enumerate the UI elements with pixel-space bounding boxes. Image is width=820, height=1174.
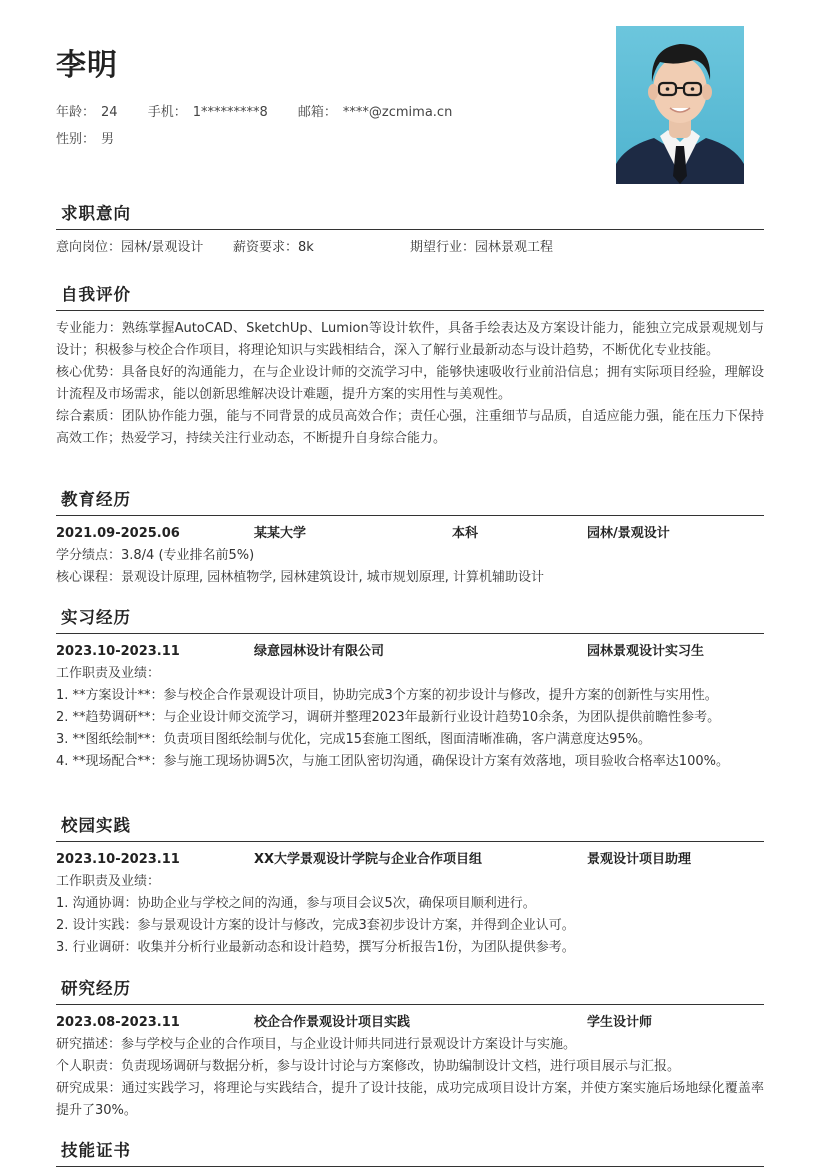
education-major: 园林/景观设计 bbox=[587, 526, 670, 541]
phone-item bbox=[148, 101, 268, 120]
education-header bbox=[56, 523, 764, 545]
age-label: 年龄： bbox=[56, 105, 96, 120]
section-campus bbox=[56, 812, 764, 959]
contact-row bbox=[56, 101, 478, 120]
gender-label: 性别： bbox=[56, 132, 96, 147]
section-title: 求职意向 bbox=[56, 200, 764, 230]
internship-line: 4. **现场配合**：参与施工现场协调5次，与施工团队密切沟通，确保设计方案有效落地，项目验收合格率达100%。 bbox=[56, 754, 729, 769]
phone-value: 1*********8 bbox=[192, 105, 268, 120]
internship-line: 工作职责及业绩： bbox=[56, 666, 161, 681]
gender-row bbox=[56, 128, 140, 147]
internship-company: 绿意园林设计有限公司 bbox=[254, 644, 385, 659]
section-internship bbox=[56, 604, 764, 773]
gender-item bbox=[56, 128, 114, 147]
internship-date: 2023.10-2023.11 bbox=[56, 644, 180, 659]
portrait-photo bbox=[616, 26, 744, 184]
internship-line: 1. **方案设计**：参与校企合作景观设计项目，协助完成3个方案的初步设计与修改，提升方案的创新性与实用性。 bbox=[56, 688, 718, 703]
research-date: 2023.08-2023.11 bbox=[56, 1015, 180, 1030]
research-header bbox=[56, 1012, 764, 1034]
phone-label: 手机： bbox=[147, 105, 187, 120]
self-eval-paragraph: 综合素质：团队协作能力强，能与不同背景的成员高效合作；责任心强，注重细节与品质，自适应能力强，能在压力下保持高效工作；热爱学习，持续关注行业动态，不断提升自身综合能力。 bbox=[56, 409, 764, 446]
internship-header bbox=[56, 641, 764, 663]
self-eval-paragraph: 核心优势：具备良好的沟通能力，在与企业设计师的交流学习中，能够快速吸收行业前沿信息；拥有实际项目经验，理解设计流程及市场需求，能以创新思维解决设计难题，提升方案的实用性与美观性。 bbox=[56, 365, 764, 402]
research-project: 校企合作景观设计项目实践 bbox=[254, 1015, 411, 1030]
section-education bbox=[56, 486, 764, 589]
campus-header bbox=[56, 849, 764, 871]
section-skills bbox=[56, 1137, 764, 1174]
candidate-name: 李明 bbox=[56, 48, 118, 83]
gender-value: 男 bbox=[101, 132, 115, 147]
education-date: 2021.09-2025.06 bbox=[56, 526, 180, 541]
section-title: 实习经历 bbox=[56, 604, 764, 634]
section-title: 校园实践 bbox=[56, 812, 764, 842]
internship-line: 3. **图纸绘制**：负责项目图纸绘制与优化，完成15套施工图纸，图面清晰准确，客户满意度达95%。 bbox=[56, 732, 651, 747]
campus-line: 1. 沟通协调：协助企业与学校之间的沟通，参与项目会议5次，确保项目顺利进行。 bbox=[56, 896, 536, 911]
campus-line: 工作职责及业绩： bbox=[56, 874, 161, 889]
education-line: 核心课程：景观设计原理, 园林植物学, 园林建筑设计, 城市规划原理, 计算机辅助设计 bbox=[56, 570, 545, 585]
research-line: 个人职责：负责现场调研与数据分析，参与设计讨论与方案修改，协助编制设计文档，进行项目展示与汇报。 bbox=[56, 1059, 681, 1074]
section-title: 教育经历 bbox=[56, 486, 764, 516]
campus-line: 3. 行业调研：收集并分析行业最新动态和设计趋势，撰写分析报告1份，为团队提供参考。 bbox=[56, 940, 575, 955]
section-title: 研究经历 bbox=[56, 975, 764, 1005]
section-research bbox=[56, 975, 764, 1122]
education-degree: 本科 bbox=[452, 526, 479, 541]
research-line: 研究描述：参与学校与企业的合作项目，与企业设计师共同进行景观设计方案设计与实施。 bbox=[56, 1037, 577, 1052]
section-title: 自我评价 bbox=[56, 281, 764, 311]
internship-line: 2. **趋势调研**：与企业设计师交流学习，调研并整理2023年最新行业设计趋势10余条，为团队提供前瞻性参考。 bbox=[56, 710, 721, 725]
education-line: 学分绩点：3.8/4 (专业排名前5%) bbox=[56, 548, 255, 563]
age-value: 24 bbox=[101, 105, 118, 120]
research-role: 学生设计师 bbox=[587, 1015, 653, 1030]
campus-line: 2. 设计实践：参与景观设计方案的设计与修改，完成3套初步设计方案，并得到企业认可。 bbox=[56, 918, 575, 933]
research-line: 研究成果：通过实践学习，将理论与实践结合，提升了设计技能，成功完成项目设计方案，并使方案实施后场地绿化覆盖率提升了30%。 bbox=[56, 1081, 764, 1118]
internship-role: 园林景观设计实习生 bbox=[587, 644, 705, 659]
intent-position: 意向岗位：园林/景观设计 bbox=[56, 240, 204, 255]
email-value: ****@zcmima.cn bbox=[342, 105, 453, 120]
campus-org: XX大学景观设计学院与企业合作项目组 bbox=[254, 852, 483, 867]
intent-industry: 期望行业：园林景观工程 bbox=[410, 240, 554, 255]
intent-row bbox=[56, 237, 764, 259]
campus-role: 景观设计项目助理 bbox=[587, 852, 692, 867]
self-eval-paragraph: 专业能力：熟练掌握AutoCAD、SketchUp、Lumion等设计软件，具备手绘表达及方案设计能力，能独立完成景观规划与设计；积极参与校企合作项目，将理论知识与实践相结合，深入了解行业最新动态与设计趋势，不断优化专业技能。 bbox=[56, 321, 764, 358]
education-school: 某某大学 bbox=[254, 526, 307, 541]
campus-date: 2023.10-2023.11 bbox=[56, 852, 180, 867]
section-self-eval bbox=[56, 281, 764, 450]
section-title: 技能证书 bbox=[56, 1137, 764, 1167]
portrait-icon bbox=[616, 26, 744, 184]
email-label: 邮箱： bbox=[297, 105, 337, 120]
section-job-intent bbox=[56, 200, 764, 259]
email-item bbox=[298, 101, 452, 120]
age-item bbox=[56, 101, 118, 120]
intent-salary: 薪资要求：8k bbox=[233, 240, 314, 255]
